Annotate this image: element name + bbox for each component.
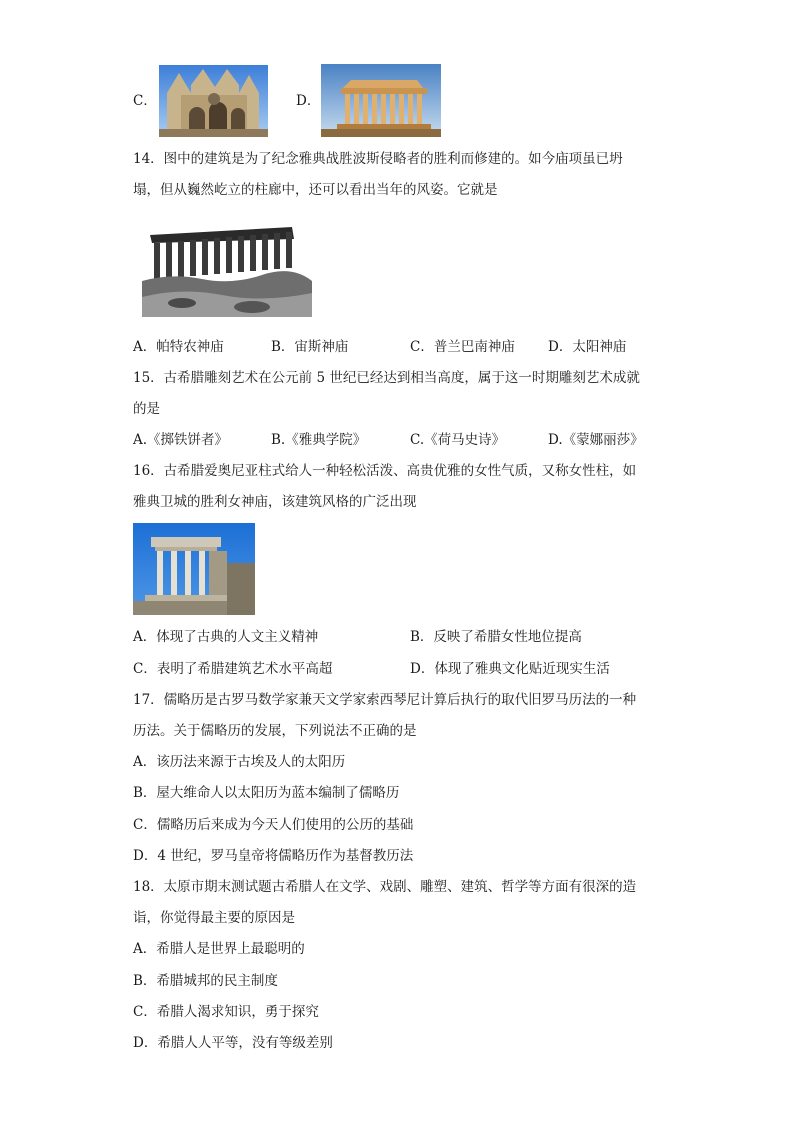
- q14-stem-line2: 塌，但从巍然屹立的柱廊中，还可以看出当年的风姿。它就是: [133, 182, 498, 198]
- q17-option-a: A．该历法来源于古埃及人的太阳历: [133, 754, 346, 770]
- q16-option-b: B．反映了希腊女性地位提高: [410, 629, 582, 645]
- parthenon-color-image: [321, 64, 441, 137]
- parthenon-bw-image: [142, 221, 312, 317]
- q14-stem-line1: 14．图中的建筑是为了纪念雅典战胜波斯侵略者的胜利而修建的。如今庙项虽已坍: [133, 151, 623, 167]
- q15-option-d: D.《蒙娜丽莎》: [548, 432, 644, 448]
- q18-stem-line1: 18．太原市期末测试题古希腊人在文学、戏剧、雕塑、建筑、哲学等方面有很深的造: [133, 879, 637, 895]
- q17-option-b: B．屋大维命人以太阳历为蓝本编制了儒略历: [133, 785, 400, 801]
- cathedral-image: [159, 65, 268, 137]
- q18-option-b: B．希腊城邦的民主制度: [133, 973, 278, 989]
- q15-option-c: C.《荷马史诗》: [410, 432, 506, 448]
- q18-stem-line2: 诣，你觉得最主要的原因是: [133, 910, 295, 926]
- q14-option-a: A．帕特农神庙: [133, 339, 224, 355]
- q15-stem-line1: 15．古希腊雕刻艺术在公元前 5 世纪已经达到相当高度，属于这一时期雕刻艺术成就: [133, 370, 640, 386]
- q17-option-d: D．4 世纪，罗马皇帝将儒略历作为基督教历法: [133, 848, 414, 864]
- q17-option-c: C．儒略历后来成为今天人们使用的公历的基础: [133, 817, 414, 833]
- q18-option-c: C．希腊人渴求知识，勇于探究: [133, 1004, 319, 1020]
- q17-stem-line1: 17．儒略历是古罗马数学家兼天文学家索西琴尼计算后执行的取代旧罗马历法的一种: [133, 692, 637, 708]
- q14-option-d: D．太阳神庙: [548, 339, 627, 355]
- q17-stem-line2: 历法。关于儒略历的发展，下列说法不正确的是: [133, 723, 417, 739]
- q16-option-a: A．体现了古典的人文主义精神: [133, 629, 319, 645]
- temple-of-athena-nike-image: [133, 523, 255, 615]
- q16-stem-line1: 16．古希腊爱奥尼亚柱式给人一种轻松活泼、高贵优雅的女性气质，又称女性柱，如: [133, 463, 637, 479]
- q15-option-a: A.《掷铁饼者》: [133, 432, 229, 448]
- q16-option-c: C．表明了希腊建筑艺术水平高超: [133, 661, 333, 677]
- q13-option-c-label: C．: [133, 93, 157, 109]
- q15-option-b: B.《雅典学院》: [271, 432, 367, 448]
- q16-option-d: D．体现了雅典文化贴近现实生活: [410, 661, 610, 677]
- q18-option-a: A．希腊人是世界上最聪明的: [133, 941, 305, 957]
- q13-option-d-label: D．: [296, 93, 321, 109]
- q14-option-c: C．普兰巴南神庙: [410, 339, 515, 355]
- q18-option-d: D．希腊人人平等，没有等级差别: [133, 1035, 333, 1051]
- q16-stem-line2: 雅典卫城的胜利女神庙，该建筑风格的广泛出现: [133, 494, 417, 510]
- q14-option-b: B．宙斯神庙: [271, 339, 349, 355]
- q15-stem-line2: 的是: [133, 401, 160, 417]
